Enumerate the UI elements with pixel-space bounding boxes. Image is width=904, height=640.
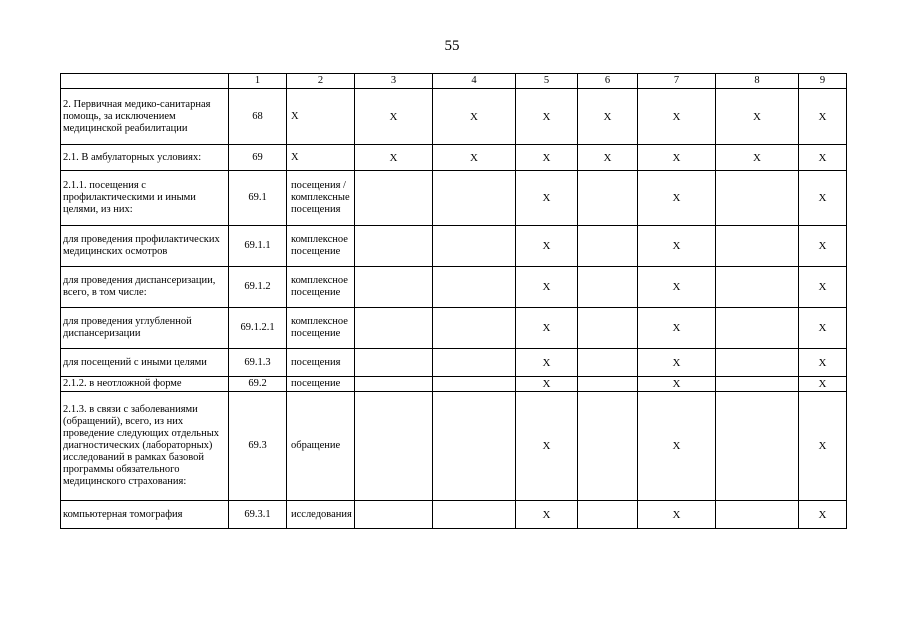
cell-col-9: X [799, 89, 847, 145]
row-unit: комплексное посещение [287, 308, 355, 349]
cell-col-4 [433, 392, 516, 501]
cell-col-5: X [516, 501, 578, 529]
cell-col-7: X [638, 145, 716, 171]
cell-col-7: X [638, 267, 716, 308]
row-name: 2.1.2. в неотложной форме [61, 377, 229, 392]
cell-col-4 [433, 171, 516, 226]
row-unit: посещения [287, 349, 355, 377]
cell-col-5: X [516, 308, 578, 349]
table-row [61, 377, 847, 392]
cell-col-3: X [355, 89, 433, 145]
cell-col-7: X [638, 226, 716, 267]
cell-col-3 [355, 377, 433, 392]
row-code: 69.1.1 [229, 226, 287, 267]
cell-col-8 [716, 349, 799, 377]
cell-col-9: X [799, 392, 847, 501]
row-code: 69.2 [229, 377, 287, 392]
header-cell: 7 [638, 74, 716, 89]
cell-col-7: X [638, 377, 716, 392]
cell-col-7: X [638, 308, 716, 349]
cell-col-9: X [799, 226, 847, 267]
cell-col-4 [433, 377, 516, 392]
table-row [61, 392, 847, 501]
cell-col-8: X [716, 145, 799, 171]
cell-col-6 [578, 226, 638, 267]
header-cell: 5 [516, 74, 578, 89]
header-cell: 6 [578, 74, 638, 89]
cell-col-7: X [638, 171, 716, 226]
cell-col-5: X [516, 89, 578, 145]
header-cell: 2 [287, 74, 355, 89]
cell-col-3 [355, 392, 433, 501]
row-code: 69.3 [229, 392, 287, 501]
row-unit: исследования [287, 501, 355, 529]
cell-col-6 [578, 377, 638, 392]
row-unit: посещения /комплексные посещения [287, 171, 355, 226]
cell-col-5: X [516, 349, 578, 377]
cell-col-7: X [638, 501, 716, 529]
table-row [61, 308, 847, 349]
cell-col-8 [716, 267, 799, 308]
cell-col-7: X [638, 89, 716, 145]
cell-col-3 [355, 267, 433, 308]
cell-col-4 [433, 226, 516, 267]
table-row [61, 226, 847, 267]
page-number: 55 [444, 38, 460, 54]
cell-col-9: X [799, 267, 847, 308]
row-name: для посещений с иными целями [61, 349, 229, 377]
cell-col-6 [578, 501, 638, 529]
cell-col-9: X [799, 377, 847, 392]
cell-col-5: X [516, 226, 578, 267]
table-row [61, 349, 847, 377]
cell-col-3: X [355, 145, 433, 171]
row-code: 68 [229, 89, 287, 145]
cell-col-8 [716, 377, 799, 392]
cell-col-4 [433, 501, 516, 529]
cell-col-7: X [638, 349, 716, 377]
header-cell: 8 [716, 74, 799, 89]
row-unit: X [287, 145, 355, 171]
cell-col-5: X [516, 145, 578, 171]
cell-col-9: X [799, 171, 847, 226]
table-row [61, 89, 847, 145]
row-name: 2. Первичная медико-санитарная помощь, за исключением медицинской реабилитации [61, 89, 229, 145]
table-row [61, 171, 847, 226]
header-cell: 4 [433, 74, 516, 89]
cell-col-8 [716, 392, 799, 501]
cell-col-4 [433, 267, 516, 308]
cell-col-9: X [799, 308, 847, 349]
row-code: 69 [229, 145, 287, 171]
cell-col-6: X [578, 89, 638, 145]
row-name: для проведения профилактических медицинских осмотров [61, 226, 229, 267]
table-row [61, 267, 847, 308]
row-name: 2.1.3. в связи с заболеваниями (обращений), всего, из них проведение следующих отдельных диагностических (лабораторных) исследований в рамках базовой программы обязательного медицинского страхования: [61, 392, 229, 501]
cell-col-4 [433, 349, 516, 377]
row-unit: комплексное посещение [287, 267, 355, 308]
cell-col-8 [716, 171, 799, 226]
cell-col-6 [578, 392, 638, 501]
row-name: для проведения диспансеризации, всего, в том числе: [61, 267, 229, 308]
header-cell [61, 74, 229, 89]
row-name: компьютерная томография [61, 501, 229, 529]
row-unit: посещение [287, 377, 355, 392]
row-unit: обращение [287, 392, 355, 501]
row-code: 69.3.1 [229, 501, 287, 529]
cell-col-9: X [799, 349, 847, 377]
cell-col-3 [355, 501, 433, 529]
header-cell: 3 [355, 74, 433, 89]
cell-col-4: X [433, 89, 516, 145]
row-unit: комплексное посещение [287, 226, 355, 267]
table-header-row [61, 74, 847, 89]
table-row [61, 145, 847, 171]
cell-col-4: X [433, 145, 516, 171]
cell-col-7: X [638, 392, 716, 501]
row-code: 69.1.2 [229, 267, 287, 308]
row-name: 2.1. В амбулаторных условиях: [61, 145, 229, 171]
header-cell: 1 [229, 74, 287, 89]
cell-col-8 [716, 226, 799, 267]
row-name: 2.1.1. посещения с профилактическими и иными целями, из них: [61, 171, 229, 226]
cell-col-8 [716, 501, 799, 529]
cell-col-3 [355, 308, 433, 349]
cell-col-5: X [516, 267, 578, 308]
cell-col-5: X [516, 377, 578, 392]
cell-col-5: X [516, 392, 578, 501]
cell-col-9: X [799, 501, 847, 529]
cell-col-6 [578, 349, 638, 377]
cell-col-6: X [578, 145, 638, 171]
cell-col-8 [716, 308, 799, 349]
cell-col-6 [578, 308, 638, 349]
row-code: 69.1.2.1 [229, 308, 287, 349]
cell-col-6 [578, 171, 638, 226]
table-row [61, 501, 847, 529]
cell-col-5: X [516, 171, 578, 226]
cell-col-3 [355, 226, 433, 267]
cell-col-3 [355, 349, 433, 377]
cell-col-8: X [716, 89, 799, 145]
header-cell: 9 [799, 74, 847, 89]
row-unit: X [287, 89, 355, 145]
row-code: 69.1 [229, 171, 287, 226]
cell-col-3 [355, 171, 433, 226]
cell-col-4 [433, 308, 516, 349]
row-code: 69.1.3 [229, 349, 287, 377]
cell-col-9: X [799, 145, 847, 171]
row-name: для проведения углубленной диспансеризации [61, 308, 229, 349]
data-table [60, 73, 847, 529]
cell-col-6 [578, 267, 638, 308]
